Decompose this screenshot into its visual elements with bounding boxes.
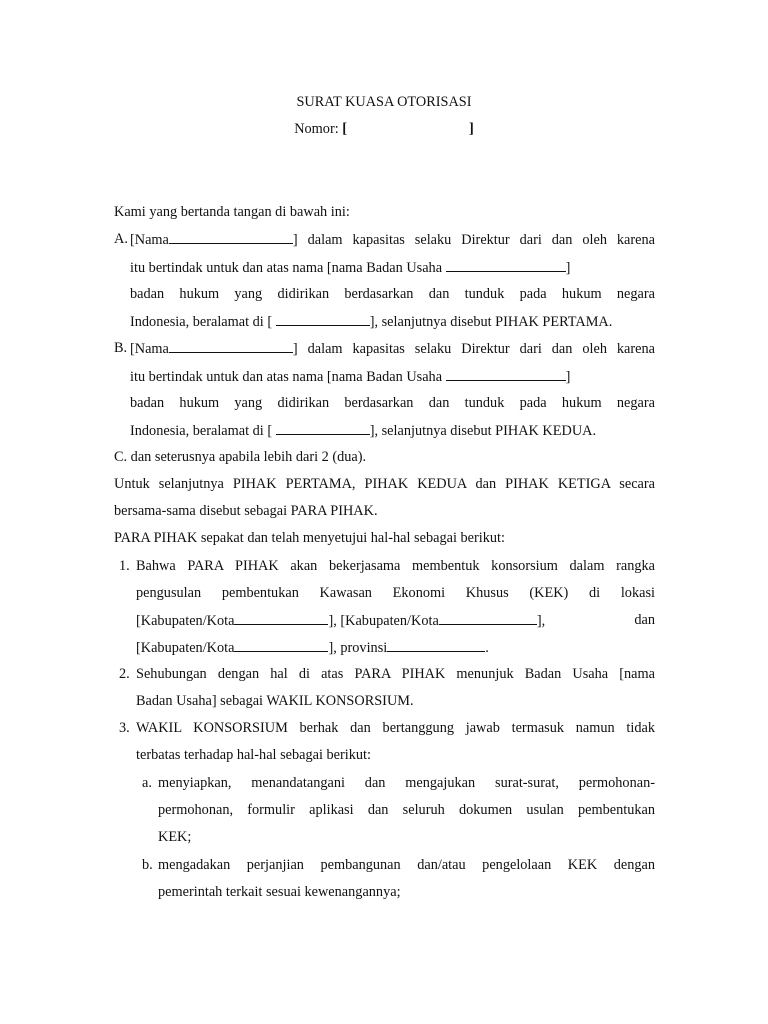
- para-agreement: PARA PIHAK sepakat dan telah menyetujui hal-hal sebagai berikut:: [114, 530, 505, 546]
- party-b-line1: [130, 339, 655, 358]
- item-2-marker: 2.: [119, 666, 130, 682]
- party-a-entity-label: itu bertindak untuk dan atas nama [nama Badan Usaha: [130, 260, 443, 276]
- sub-b-marker: b.: [142, 857, 153, 873]
- party-a-line1: [130, 230, 655, 249]
- item-1-line1: [136, 557, 655, 575]
- party-b-line4: [130, 421, 596, 440]
- item-3-text-1: WAKIL KONSORSIUM berhak dan bertanggung jawab termasuk namun tidak: [136, 720, 655, 736]
- party-b-name-blank: [169, 339, 293, 353]
- sub-a-text-2: permohonan, formulir aplikasi dan seluruh dokumen usulan pembentukan: [158, 802, 655, 818]
- party-a-entity-blank: [446, 258, 566, 272]
- item-1-kabupaten-label-2: ], [Kabupaten/Kota: [328, 613, 439, 629]
- item-1-kabupaten-blank-1: [234, 611, 328, 625]
- party-b-line3: [130, 394, 655, 412]
- sub-a-line3: KEK;: [158, 829, 192, 845]
- party-b-name-label: [Nama: [130, 341, 169, 357]
- item-2-text-1: Sehubungan dengan hal di atas PARA PIHAK menunjuk Badan Usaha [nama: [136, 666, 655, 682]
- party-a-line4: [130, 312, 612, 331]
- item-2-line1: [136, 665, 655, 683]
- party-a-designation: ], selanjutnya disebut PIHAK PERTAMA.: [369, 314, 613, 330]
- item-1-kabupaten-label-3: [Kabupaten/Kota: [136, 640, 235, 656]
- document-title: SURAT KUASA OTORISASI: [296, 94, 472, 110]
- sub-a-marker: a.: [142, 775, 152, 791]
- nomor-close-bracket: ]: [469, 121, 474, 137]
- party-a-address-blank: [276, 312, 370, 326]
- party-b-address-blank: [276, 421, 370, 435]
- sub-a-text-1: menyiapkan, menandatangani dan mengajukan surat-surat, permohonan-: [158, 775, 655, 791]
- item-1-provinsi-label: ], provinsi: [328, 640, 388, 656]
- item-1-period: .: [485, 640, 489, 656]
- item-1-line4: [136, 638, 489, 657]
- party-a-name-blank: [169, 230, 293, 244]
- party-b-entity-blank: [446, 367, 566, 381]
- party-a-marker: A.: [114, 231, 128, 247]
- nomor-label: Nomor:: [294, 121, 339, 137]
- party-a-entity-close: ]: [565, 260, 571, 276]
- item-3-line2: terbatas terhadap hal-hal sebagai berikut:: [136, 747, 371, 763]
- party-a-line2: [130, 258, 570, 277]
- para-parties-text: Untuk selanjutnya PIHAK PERTAMA, PIHAK KEDUA dan PIHAK KETIGA secara: [114, 476, 655, 492]
- party-b-designation: ], selanjutnya disebut PIHAK KEDUA.: [369, 423, 597, 439]
- item-1-kabupaten-blank-3: [234, 638, 328, 652]
- item-1-marker: 1.: [119, 558, 130, 574]
- item-1-text-1: Bahwa PARA PIHAK akan bekerjasama membentuk konsorsium dalam rangka: [136, 558, 655, 574]
- intro-text: Kami yang bertanda tangan di bawah ini:: [114, 204, 350, 220]
- party-b-line2: [130, 367, 570, 386]
- item-2-line2: Badan Usaha] sebagai WAKIL KONSORSIUM.: [136, 693, 414, 709]
- item-1-text-2: pengusulan pembentukan Kawasan Ekonomi Khusus (KEK) di lokasi: [136, 585, 655, 601]
- item-3-line1: [136, 719, 655, 737]
- party-a-name-label: [Nama: [130, 232, 169, 248]
- sub-b-line2: pemerintah terkait sesuai kewenangannya;: [158, 884, 401, 900]
- sub-a-line2: [158, 801, 655, 819]
- sub-b-text-1: mengadakan perjanjian pembangunan dan/atau pengelolaan KEK dengan: [158, 857, 655, 873]
- item-1-separator: ],: [536, 613, 546, 629]
- para-parties-line1: [114, 475, 655, 493]
- item-3-marker: 3.: [119, 720, 130, 736]
- para-parties-line2: bersama-sama disebut sebagai PARA PIHAK.: [114, 503, 378, 519]
- item-1-kabupaten-label-1: [Kabupaten/Kota: [136, 613, 235, 629]
- party-a-line3: [130, 285, 655, 303]
- party-c-line: C. dan seterusnya apabila lebih dari 2 (dua).: [114, 449, 367, 465]
- item-1-line2: [136, 584, 655, 602]
- document-number: [0, 121, 768, 138]
- party-b-marker: B.: [114, 340, 128, 356]
- party-a-legal-text: badan hukum yang didirikan berdasarkan dan tunduk pada hukum negara: [130, 286, 655, 302]
- party-b-entity-label: itu bertindak untuk dan atas nama [nama Badan Usaha: [130, 369, 443, 385]
- sub-a-line1: [158, 774, 655, 792]
- sub-b-line1: [158, 856, 655, 874]
- party-b-address-label: Indonesia, beralamat di [: [130, 423, 273, 439]
- party-a-capacity-text: ] dalam kapasitas selaku Direktur dari dan oleh karena: [292, 232, 655, 248]
- item-1-dan: dan: [634, 612, 655, 628]
- item-1-kabupaten-blank-2: [439, 611, 537, 625]
- nomor-open-bracket: [: [342, 121, 348, 137]
- item-1-line3: [136, 611, 655, 630]
- party-b-legal-text: badan hukum yang didirikan berdasarkan dan tunduk pada hukum negara: [130, 395, 655, 411]
- party-b-capacity-text: ] dalam kapasitas selaku Direktur dari dan oleh karena: [292, 341, 655, 357]
- party-a-address-label: Indonesia, beralamat di [: [130, 314, 273, 330]
- party-b-entity-close: ]: [565, 369, 571, 385]
- item-1-provinsi-blank: [387, 638, 485, 652]
